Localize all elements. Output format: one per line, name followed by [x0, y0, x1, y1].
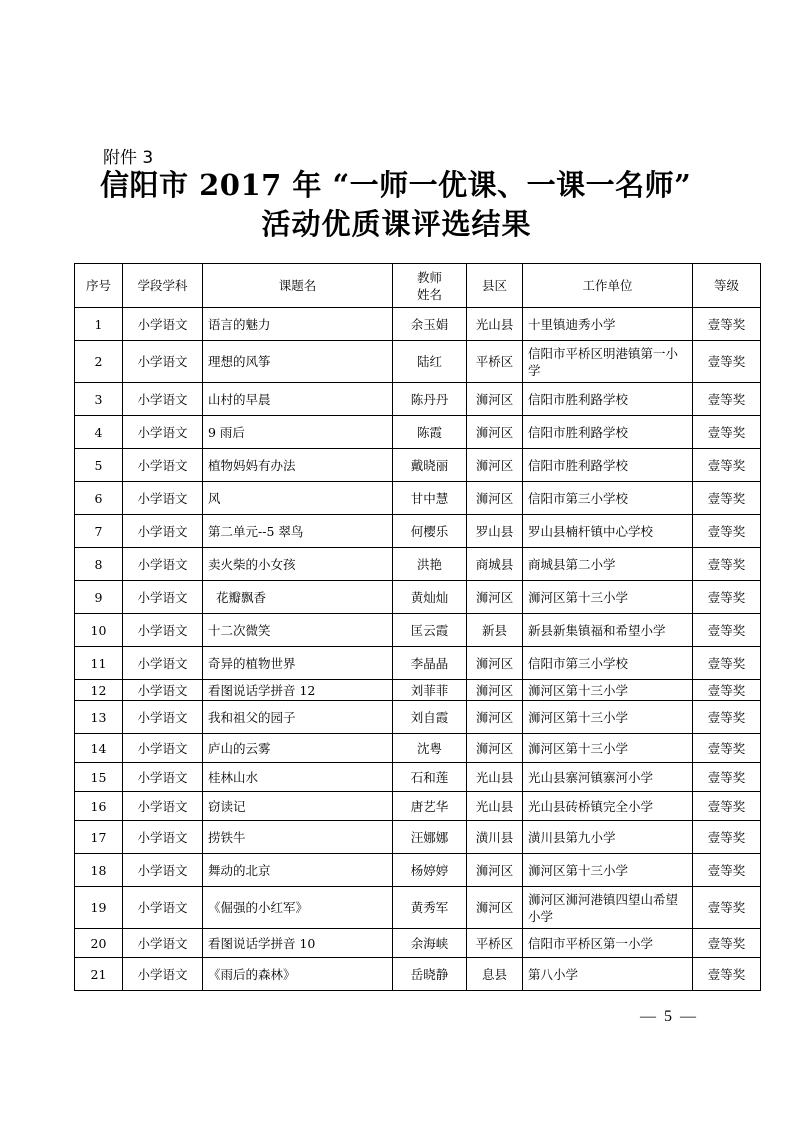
row-index-cell: 10: [75, 614, 123, 647]
row-grade-cell: 壹等奖: [693, 821, 761, 854]
row-index-cell: 4: [75, 416, 123, 449]
row-index-cell: 20: [75, 929, 123, 958]
row-subject-cell: 小学语文: [123, 449, 203, 482]
row-workplace-cell: 信阳市平桥区第一小学: [523, 929, 693, 958]
row-county-cell: 罗山县: [467, 515, 523, 548]
row-teacher-cell: 黄秀军: [393, 887, 467, 929]
row-index-cell: 12: [75, 680, 123, 701]
row-teacher-cell: 岳晓静: [393, 958, 467, 991]
row-index-cell: 14: [75, 734, 123, 763]
row-lesson-cell: 植物妈妈有办法: [203, 449, 393, 482]
table-row: [75, 701, 761, 734]
row-lesson-cell: 十二次微笑: [203, 614, 393, 647]
row-grade-cell: 壹等奖: [693, 383, 761, 416]
row-workplace-cell: 信阳市平桥区明港镇第一小学: [523, 341, 693, 383]
row-index-cell: 18: [75, 854, 123, 887]
row-teacher-cell: 李晶晶: [393, 647, 467, 680]
col-header-grade: 等级: [693, 264, 761, 308]
row-grade-cell: 壹等奖: [693, 581, 761, 614]
row-county-cell: 潢川县: [467, 821, 523, 854]
row-teacher-cell: 余海峡: [393, 929, 467, 958]
results-table: [74, 263, 761, 991]
row-subject-cell: 小学语文: [123, 680, 203, 701]
row-index-cell: 2: [75, 341, 123, 383]
row-subject-cell: 小学语文: [123, 341, 203, 383]
row-index-cell: 16: [75, 792, 123, 821]
table-body: [75, 308, 761, 991]
row-workplace-cell: 浉河区第十三小学: [523, 734, 693, 763]
row-subject-cell: 小学语文: [123, 763, 203, 792]
row-county-cell: 浉河区: [467, 647, 523, 680]
col-header-workplace: 工作单位: [523, 264, 693, 308]
row-county-cell: 浉河区: [467, 680, 523, 701]
row-grade-cell: 壹等奖: [693, 308, 761, 341]
table-row: [75, 581, 761, 614]
row-workplace-cell: 信阳市胜利路学校: [523, 449, 693, 482]
table-row: [75, 449, 761, 482]
row-grade-cell: 壹等奖: [693, 482, 761, 515]
row-teacher-cell: 沈粤: [393, 734, 467, 763]
row-lesson-cell: 舞动的北京: [203, 854, 393, 887]
row-teacher-cell: 何樱乐: [393, 515, 467, 548]
table-row: [75, 416, 761, 449]
row-subject-cell: 小学语文: [123, 821, 203, 854]
col-header-subject: 学段学科: [123, 264, 203, 308]
row-grade-cell: 壹等奖: [693, 792, 761, 821]
row-grade-cell: 壹等奖: [693, 887, 761, 929]
row-county-cell: 光山县: [467, 763, 523, 792]
row-subject-cell: 小学语文: [123, 308, 203, 341]
row-county-cell: 平桥区: [467, 929, 523, 958]
row-index-cell: 15: [75, 763, 123, 792]
row-workplace-cell: 十里镇迪秀小学: [523, 308, 693, 341]
row-subject-cell: 小学语文: [123, 647, 203, 680]
row-subject-cell: 小学语文: [123, 482, 203, 515]
row-workplace-cell: 新县新集镇福和希望小学: [523, 614, 693, 647]
document-title: 信阳市 2017 年 “一师一优课、一课一名师”: [100, 168, 692, 202]
row-county-cell: 浉河区: [467, 449, 523, 482]
row-teacher-cell: 戴晓丽: [393, 449, 467, 482]
row-index-cell: 19: [75, 887, 123, 929]
row-teacher-cell: 陈丹丹: [393, 383, 467, 416]
row-lesson-cell: 庐山的云雾: [203, 734, 393, 763]
row-teacher-cell: 汪娜娜: [393, 821, 467, 854]
row-county-cell: 浉河区: [467, 383, 523, 416]
row-lesson-cell: 理想的风筝: [203, 341, 393, 383]
row-subject-cell: 小学语文: [123, 734, 203, 763]
row-subject-cell: 小学语文: [123, 581, 203, 614]
row-county-cell: 浉河区: [467, 581, 523, 614]
row-lesson-cell: 窃读记: [203, 792, 393, 821]
row-county-cell: 浉河区: [467, 887, 523, 929]
row-teacher-cell: 甘中慧: [393, 482, 467, 515]
row-grade-cell: 壹等奖: [693, 341, 761, 383]
table-row: [75, 792, 761, 821]
table-row: [75, 763, 761, 792]
row-lesson-cell: 看图说话学拼音 12: [203, 680, 393, 701]
row-grade-cell: 壹等奖: [693, 854, 761, 887]
row-lesson-cell: 捞铁牛: [203, 821, 393, 854]
table-row: [75, 821, 761, 854]
row-county-cell: 光山县: [467, 308, 523, 341]
table-row: [75, 515, 761, 548]
row-lesson-cell: 第二单元--5 翠鸟: [203, 515, 393, 548]
row-subject-cell: 小学语文: [123, 416, 203, 449]
row-grade-cell: 壹等奖: [693, 515, 761, 548]
row-index-cell: 21: [75, 958, 123, 991]
row-county-cell: 浉河区: [467, 701, 523, 734]
attachment-label: 附件 3: [103, 148, 154, 168]
row-workplace-cell: 光山县砖桥镇完全小学: [523, 792, 693, 821]
row-lesson-cell: 我和祖父的园子: [203, 701, 393, 734]
row-workplace-cell: 浉河区第十三小学: [523, 701, 693, 734]
row-workplace-cell: 浉河区第十三小学: [523, 680, 693, 701]
row-county-cell: 浉河区: [467, 854, 523, 887]
document-subtitle: 活动优质课评选结果: [261, 207, 532, 241]
row-index-cell: 3: [75, 383, 123, 416]
row-grade-cell: 壹等奖: [693, 548, 761, 581]
col-header-county: 县区: [467, 264, 523, 308]
table-row: [75, 482, 761, 515]
row-workplace-cell: 信阳市胜利路学校: [523, 383, 693, 416]
row-subject-cell: 小学语文: [123, 701, 203, 734]
row-teacher-cell: 唐艺华: [393, 792, 467, 821]
col-header-index: 序号: [75, 264, 123, 308]
row-index-cell: 5: [75, 449, 123, 482]
row-grade-cell: 壹等奖: [693, 416, 761, 449]
row-workplace-cell: 浉河区第十三小学: [523, 581, 693, 614]
row-index-cell: 17: [75, 821, 123, 854]
row-grade-cell: 壹等奖: [693, 449, 761, 482]
row-grade-cell: 壹等奖: [693, 701, 761, 734]
row-lesson-cell: 语言的魅力: [203, 308, 393, 341]
row-teacher-cell: 黄灿灿: [393, 581, 467, 614]
row-county-cell: 息县: [467, 958, 523, 991]
table-row: [75, 958, 761, 991]
row-teacher-cell: 陆红: [393, 341, 467, 383]
row-grade-cell: 壹等奖: [693, 958, 761, 991]
table-row: [75, 647, 761, 680]
table-header-row: [75, 264, 761, 308]
row-subject-cell: 小学语文: [123, 548, 203, 581]
col-header-teacher: 教师 姓名: [393, 264, 467, 308]
row-subject-cell: 小学语文: [123, 887, 203, 929]
row-lesson-cell: 《倔强的小红军》: [203, 887, 393, 929]
row-county-cell: 平桥区: [467, 341, 523, 383]
row-index-cell: 13: [75, 701, 123, 734]
row-workplace-cell: 浉河区第十三小学: [523, 854, 693, 887]
row-grade-cell: 壹等奖: [693, 647, 761, 680]
row-county-cell: 新县: [467, 614, 523, 647]
row-teacher-cell: 刘菲菲: [393, 680, 467, 701]
row-county-cell: 浉河区: [467, 734, 523, 763]
row-grade-cell: 壹等奖: [693, 734, 761, 763]
row-lesson-cell: 花瓣飘香: [203, 581, 393, 614]
row-teacher-cell: 刘自霞: [393, 701, 467, 734]
table-row: [75, 887, 761, 929]
row-workplace-cell: 信阳市第三小学校: [523, 647, 693, 680]
row-lesson-cell: 风: [203, 482, 393, 515]
row-workplace-cell: 罗山县楠杆镇中心学校: [523, 515, 693, 548]
row-grade-cell: 壹等奖: [693, 929, 761, 958]
row-workplace-cell: 信阳市第三小学校: [523, 482, 693, 515]
row-index-cell: 11: [75, 647, 123, 680]
row-teacher-cell: 匡云霞: [393, 614, 467, 647]
row-lesson-cell: 山村的早晨: [203, 383, 393, 416]
row-teacher-cell: 石和莲: [393, 763, 467, 792]
table-row: [75, 341, 761, 383]
row-workplace-cell: 商城县第二小学: [523, 548, 693, 581]
row-subject-cell: 小学语文: [123, 958, 203, 991]
row-lesson-cell: 看图说话学拼音 10: [203, 929, 393, 958]
row-grade-cell: 壹等奖: [693, 680, 761, 701]
table-row: [75, 734, 761, 763]
row-teacher-cell: 杨婷婷: [393, 854, 467, 887]
table-row: [75, 383, 761, 416]
row-index-cell: 8: [75, 548, 123, 581]
row-county-cell: 浉河区: [467, 482, 523, 515]
row-county-cell: 浉河区: [467, 416, 523, 449]
row-subject-cell: 小学语文: [123, 383, 203, 416]
row-subject-cell: 小学语文: [123, 614, 203, 647]
row-subject-cell: 小学语文: [123, 515, 203, 548]
row-workplace-cell: 潢川县第九小学: [523, 821, 693, 854]
row-workplace-cell: 信阳市胜利路学校: [523, 416, 693, 449]
table-row: [75, 308, 761, 341]
row-subject-cell: 小学语文: [123, 854, 203, 887]
table-row: [75, 854, 761, 887]
row-subject-cell: 小学语文: [123, 929, 203, 958]
row-teacher-cell: 陈霞: [393, 416, 467, 449]
row-lesson-cell: 卖火柴的小女孩: [203, 548, 393, 581]
table-row: [75, 548, 761, 581]
row-county-cell: 光山县: [467, 792, 523, 821]
table-row: [75, 680, 761, 701]
table-row: [75, 929, 761, 958]
row-index-cell: 6: [75, 482, 123, 515]
row-grade-cell: 壹等奖: [693, 763, 761, 792]
row-teacher-cell: 洪艳: [393, 548, 467, 581]
page-number: — 5 —: [640, 1008, 698, 1025]
row-lesson-cell: 《雨后的森林》: [203, 958, 393, 991]
row-county-cell: 商城县: [467, 548, 523, 581]
col-header-lesson: 课题名: [203, 264, 393, 308]
row-workplace-cell: 浉河区浉河港镇四望山希望小学: [523, 887, 693, 929]
table-row: [75, 614, 761, 647]
row-workplace-cell: 光山县寨河镇寨河小学: [523, 763, 693, 792]
row-lesson-cell: 桂林山水: [203, 763, 393, 792]
row-index-cell: 9: [75, 581, 123, 614]
row-index-cell: 7: [75, 515, 123, 548]
row-lesson-cell: 9 雨后: [203, 416, 393, 449]
row-workplace-cell: 第八小学: [523, 958, 693, 991]
row-grade-cell: 壹等奖: [693, 614, 761, 647]
row-lesson-cell: 奇异的植物世界: [203, 647, 393, 680]
row-teacher-cell: 余玉娟: [393, 308, 467, 341]
row-index-cell: 1: [75, 308, 123, 341]
row-subject-cell: 小学语文: [123, 792, 203, 821]
